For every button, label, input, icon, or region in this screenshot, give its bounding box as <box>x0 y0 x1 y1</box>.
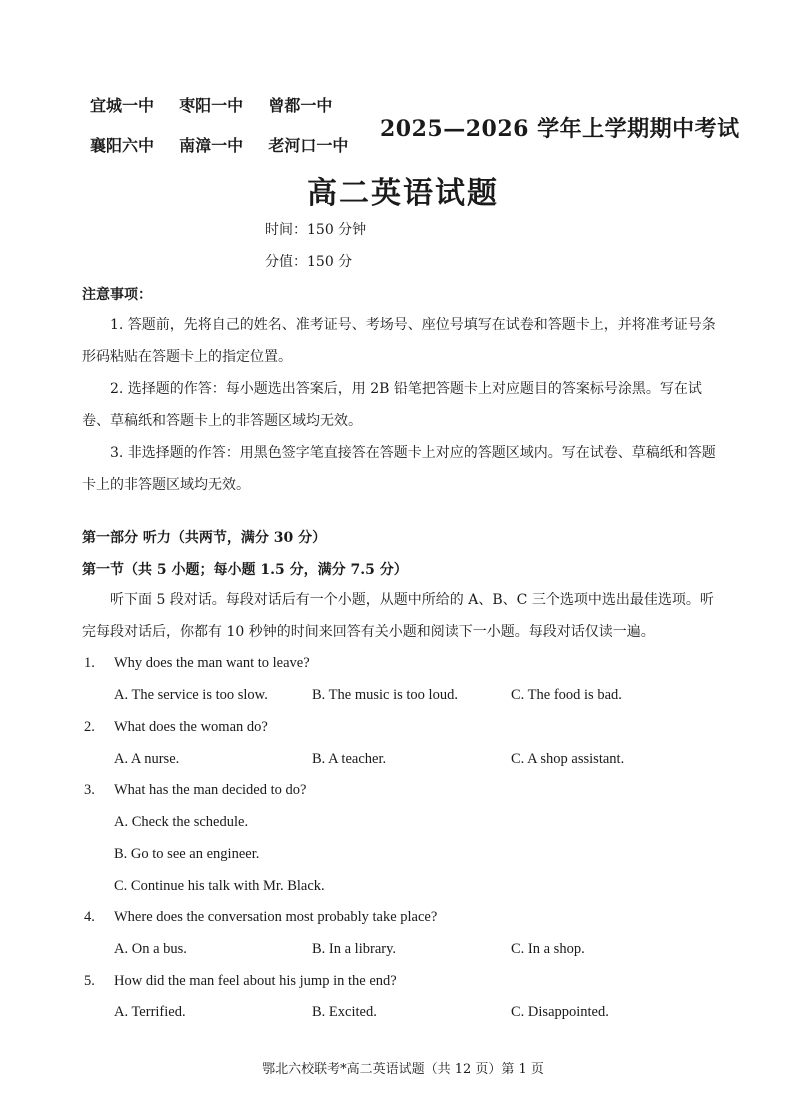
exam-score: 分值：150 分 <box>265 254 353 270</box>
option-b: B. In a library. <box>312 941 397 957</box>
school-name: 曾都一中 <box>268 96 333 115</box>
question-number: 1. <box>84 655 95 671</box>
exam-time: 时间：150 分钟 <box>265 222 367 238</box>
page-title: 高二英语试题 <box>307 176 499 211</box>
section-title: 第一节（共 5 小题；每小题 1.5 分，满分 7.5 分） <box>82 562 408 578</box>
school-name: 老河口一中 <box>268 136 349 155</box>
section-directions <box>82 584 724 648</box>
option-b: B. Go to see an engineer. <box>114 846 260 862</box>
school-row-2 <box>90 133 348 156</box>
option-b: B. Excited. <box>312 1004 377 1020</box>
question-text: Why does the man want to leave? <box>114 655 310 671</box>
question-number: 2. <box>84 719 95 735</box>
option-b: B. The music is too loud. <box>312 687 458 703</box>
question-number: 5. <box>84 973 95 989</box>
option-b: B. A teacher. <box>312 751 387 767</box>
option-c: C. Disappointed. <box>511 1004 609 1020</box>
question-text: How did the man feel about his jump in the end? <box>114 973 397 989</box>
option-c: C. In a shop. <box>511 941 585 957</box>
question-number: 4. <box>84 909 95 925</box>
part-title: 第一部分 听力（共两节，满分 30 分） <box>82 530 327 546</box>
school-name: 枣阳一中 <box>179 96 244 115</box>
notes-list <box>82 309 724 501</box>
option-c: C. A shop assistant. <box>511 751 625 767</box>
question-text: What does the woman do? <box>114 719 268 735</box>
question-number: 3. <box>84 782 95 798</box>
question-text: Where does the conversation most probably take place? <box>114 909 438 925</box>
notes-title: 注意事项： <box>82 287 152 303</box>
note-item: 2. 选择题的作答：每小题选出答案后，用 2B 铅笔把答题卡上对应题目的答案标号涂黑。写在试卷、草稿纸和答题卡上的非答题区域均无效。 <box>82 381 702 429</box>
option-a: A. Terrified. <box>114 1004 186 1020</box>
option-a: A. A nurse. <box>114 751 180 767</box>
exam-title: 2025—2026 学年上学期期中考试 <box>380 116 740 142</box>
school-name: 襄阳六中 <box>90 136 155 155</box>
question-text: What has the man decided to do? <box>114 782 307 798</box>
school-name: 南漳一中 <box>179 136 244 155</box>
option-a: A. The service is too slow. <box>114 687 268 703</box>
directions-text: 听下面 5 段对话。每段对话后有一个小题，从题中所给的 A、B、C 三个选项中选出最佳选项。听完每段对话后，你都有 10 秒钟的时间来回答有关小题和阅读下一小题。每段对话仅读一遍。 <box>82 592 714 640</box>
school-name: 宜城一中 <box>90 96 155 115</box>
note-item: 3. 非选择题的作答：用黑色签字笔直接答在答题卡上对应的答题区域内。写在试卷、草稿纸和答题卡上的非答题区域均无效。 <box>82 445 716 493</box>
option-c: C. Continue his talk with Mr. Black. <box>114 878 325 894</box>
option-c: C. The food is bad. <box>511 687 622 703</box>
option-a: A. Check the schedule. <box>114 814 249 830</box>
option-a: A. On a bus. <box>114 941 187 957</box>
note-item: 1. 答题前，先将自己的姓名、准考证号、考场号、座位号填写在试卷和答题卡上，并将准考证号条形码粘贴在答题卡上的指定位置。 <box>82 317 716 365</box>
page-footer: 鄂北六校联考*高二英语试题（共 12 页）第 1 页 <box>262 1062 544 1077</box>
school-row-1 <box>90 93 332 116</box>
